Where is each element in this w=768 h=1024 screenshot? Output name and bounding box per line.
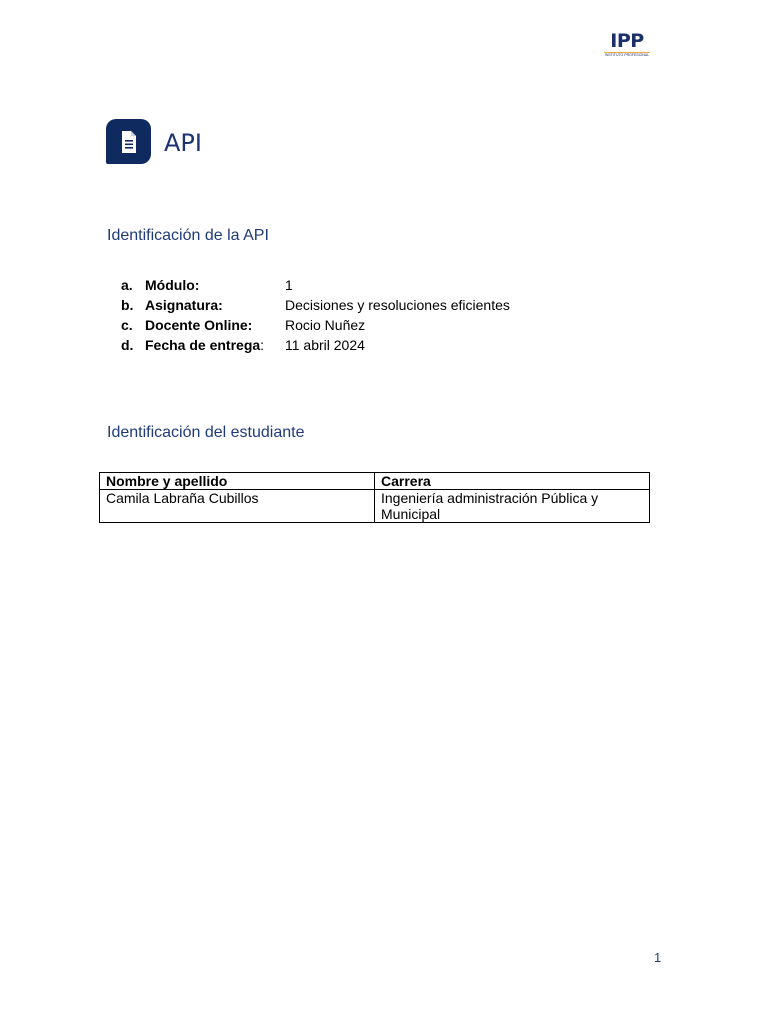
item-label: Docente Online: [145,317,253,333]
item-letter: a. [121,277,133,293]
table-row [100,490,650,523]
info-item-teacher [121,315,510,335]
item-letter: c. [121,317,133,333]
document-title: API [164,129,202,157]
table-header-row [100,473,650,490]
api-section-heading: Identificación de la API [107,227,269,244]
student-section-heading: Identificación del estudiante [107,424,305,441]
item-value: 1 [285,277,293,293]
student-table [99,472,650,523]
item-letter: d. [121,337,134,353]
item-label: Módulo: [145,277,200,293]
api-info-list [121,275,510,355]
page-number: 1 [654,950,662,965]
item-value: Rocio Nuñez [285,317,366,333]
table-header-name: Nombre y apellido [100,473,375,490]
document-icon [106,119,151,164]
info-item-due-date [121,335,510,355]
student-career-cell: Ingeniería administración Pública y Municipal [375,490,650,523]
item-letter: b. [121,297,134,313]
item-label-text: Fecha de entrega [145,337,261,353]
table-header-career: Carrera [375,473,650,490]
info-item-module [121,275,510,295]
logo-subtext: INSTITUTO PROFESIONAL [604,53,650,57]
item-value: 11 abril 2024 [285,337,365,353]
item-label: Asignatura: [145,297,223,313]
item-label [145,335,285,355]
ipp-logo [602,31,652,61]
student-name-cell: Camila Labraña Cubillos [100,490,375,523]
item-label-colon: : [260,337,265,353]
item-value: Decisiones y resoluciones eficientes [285,297,510,313]
info-item-subject [121,295,510,315]
logo-text: IPP [610,30,644,52]
